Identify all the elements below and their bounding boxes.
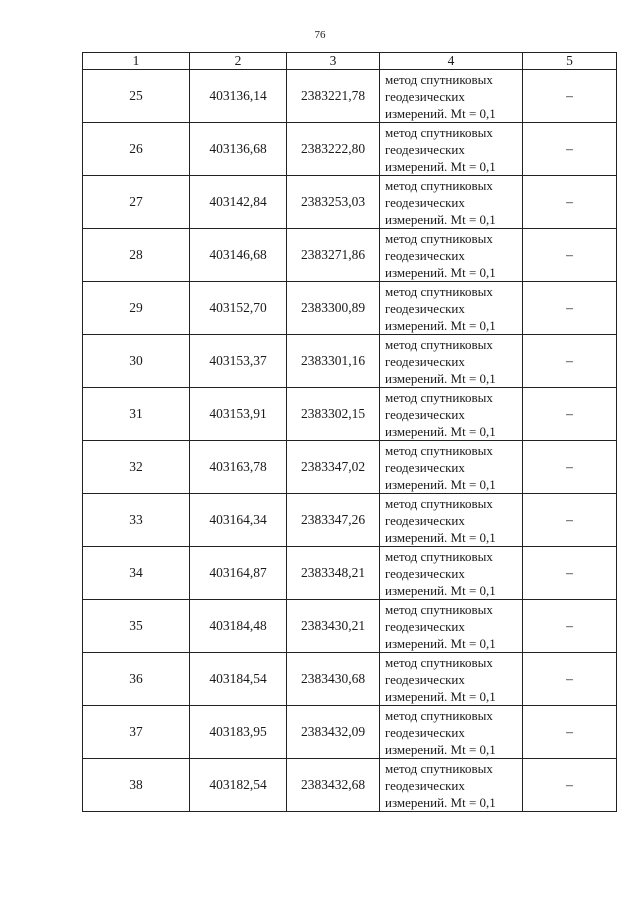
method-line: метод спутниковых [385, 336, 493, 352]
table-row [83, 388, 617, 441]
method-cell [380, 494, 523, 547]
table-row [83, 706, 617, 759]
x-coordinate-cell: 403153,37 [190, 335, 287, 388]
method-line: метод спутниковых [385, 389, 493, 405]
method-cell [380, 176, 523, 229]
note-cell: – [523, 123, 617, 176]
note-cell: – [523, 335, 617, 388]
method-line: геодезических [385, 88, 465, 104]
point-number-cell: 31 [83, 388, 190, 441]
x-coordinate-cell: 403164,87 [190, 547, 287, 600]
coordinates-table [82, 52, 617, 812]
method-line: геодезических [385, 671, 465, 687]
method-cell [380, 547, 523, 600]
x-coordinate-cell: 403152,70 [190, 282, 287, 335]
header-col-4: 4 [380, 53, 523, 70]
y-coordinate-cell: 2383432,09 [287, 706, 380, 759]
method-line: метод спутниковых [385, 654, 493, 670]
method-line: метод спутниковых [385, 601, 493, 617]
y-coordinate-cell: 2383300,89 [287, 282, 380, 335]
x-coordinate-cell: 403164,34 [190, 494, 287, 547]
note-cell: – [523, 282, 617, 335]
point-number-cell: 25 [83, 70, 190, 123]
point-number-cell: 38 [83, 759, 190, 812]
table-row [83, 282, 617, 335]
method-cell [380, 70, 523, 123]
table-row [83, 335, 617, 388]
point-number-cell: 35 [83, 600, 190, 653]
header-row [83, 53, 617, 70]
table-row [83, 759, 617, 812]
point-number-cell: 34 [83, 547, 190, 600]
method-line: метод спутниковых [385, 760, 493, 776]
method-line: измерений. Mt = 0,1 [385, 423, 496, 439]
header-col-3: 3 [287, 53, 380, 70]
method-line: измерений. Mt = 0,1 [385, 741, 496, 757]
y-coordinate-cell: 2383222,80 [287, 123, 380, 176]
method-line: метод спутниковых [385, 177, 493, 193]
method-line: измерений. Mt = 0,1 [385, 794, 496, 810]
method-line: геодезических [385, 618, 465, 634]
table-row [83, 123, 617, 176]
x-coordinate-cell: 403183,95 [190, 706, 287, 759]
method-line: геодезических [385, 724, 465, 740]
x-coordinate-cell: 403182,54 [190, 759, 287, 812]
x-coordinate-cell: 403136,68 [190, 123, 287, 176]
table-row [83, 70, 617, 123]
method-line: метод спутниковых [385, 442, 493, 458]
method-cell [380, 335, 523, 388]
note-cell: – [523, 706, 617, 759]
x-coordinate-cell: 403184,54 [190, 653, 287, 706]
header-col-2: 2 [190, 53, 287, 70]
x-coordinate-cell: 403146,68 [190, 229, 287, 282]
table-header [83, 53, 617, 70]
table-row [83, 494, 617, 547]
method-line: метод спутниковых [385, 230, 493, 246]
y-coordinate-cell: 2383348,21 [287, 547, 380, 600]
page-number: 76 [314, 29, 326, 41]
method-line: измерений. Mt = 0,1 [385, 317, 496, 333]
y-coordinate-cell: 2383347,02 [287, 441, 380, 494]
method-line: метод спутниковых [385, 124, 493, 140]
x-coordinate-cell: 403184,48 [190, 600, 287, 653]
header-col-5: 5 [523, 53, 617, 70]
method-line: геодезических [385, 512, 465, 528]
method-line: измерений. Mt = 0,1 [385, 105, 496, 121]
method-line: измерений. Mt = 0,1 [385, 264, 496, 280]
point-number-cell: 26 [83, 123, 190, 176]
method-line: геодезических [385, 300, 465, 316]
table-row [83, 653, 617, 706]
note-cell: – [523, 388, 617, 441]
table-row [83, 441, 617, 494]
y-coordinate-cell: 2383430,21 [287, 600, 380, 653]
note-cell: – [523, 600, 617, 653]
y-coordinate-cell: 2383221,78 [287, 70, 380, 123]
point-number-cell: 30 [83, 335, 190, 388]
method-cell [380, 282, 523, 335]
table-row [83, 229, 617, 282]
method-line: метод спутниковых [385, 283, 493, 299]
x-coordinate-cell: 403153,91 [190, 388, 287, 441]
note-cell: – [523, 441, 617, 494]
method-line: геодезических [385, 141, 465, 157]
y-coordinate-cell: 2383432,68 [287, 759, 380, 812]
y-coordinate-cell: 2383302,15 [287, 388, 380, 441]
method-line: измерений. Mt = 0,1 [385, 688, 496, 704]
method-cell [380, 123, 523, 176]
y-coordinate-cell: 2383301,16 [287, 335, 380, 388]
table-row [83, 176, 617, 229]
table-row [83, 600, 617, 653]
note-cell: – [523, 229, 617, 282]
point-number-cell: 33 [83, 494, 190, 547]
method-line: измерений. Mt = 0,1 [385, 211, 496, 227]
table-row [83, 547, 617, 600]
method-line: метод спутниковых [385, 71, 493, 87]
method-line: геодезических [385, 194, 465, 210]
method-line: геодезических [385, 247, 465, 263]
point-number-cell: 32 [83, 441, 190, 494]
method-line: метод спутниковых [385, 707, 493, 723]
method-line: измерений. Mt = 0,1 [385, 582, 496, 598]
method-line: измерений. Mt = 0,1 [385, 158, 496, 174]
point-number-cell: 29 [83, 282, 190, 335]
table-body [83, 70, 617, 812]
note-cell: – [523, 759, 617, 812]
method-line: геодезических [385, 353, 465, 369]
method-line: измерений. Mt = 0,1 [385, 476, 496, 492]
y-coordinate-cell: 2383271,86 [287, 229, 380, 282]
method-line: метод спутниковых [385, 495, 493, 511]
method-line: геодезических [385, 459, 465, 475]
method-line: измерений. Mt = 0,1 [385, 529, 496, 545]
point-number-cell: 36 [83, 653, 190, 706]
method-cell [380, 653, 523, 706]
method-line: метод спутниковых [385, 548, 493, 564]
method-line: измерений. Mt = 0,1 [385, 635, 496, 651]
note-cell: – [523, 653, 617, 706]
method-cell [380, 441, 523, 494]
method-cell [380, 759, 523, 812]
method-line: геодезических [385, 565, 465, 581]
point-number-cell: 28 [83, 229, 190, 282]
note-cell: – [523, 494, 617, 547]
header-col-1: 1 [83, 53, 190, 70]
x-coordinate-cell: 403163,78 [190, 441, 287, 494]
point-number-cell: 27 [83, 176, 190, 229]
point-number-cell: 37 [83, 706, 190, 759]
note-cell: – [523, 70, 617, 123]
method-line: геодезических [385, 406, 465, 422]
method-cell [380, 600, 523, 653]
method-line: геодезических [385, 777, 465, 793]
y-coordinate-cell: 2383253,03 [287, 176, 380, 229]
note-cell: – [523, 547, 617, 600]
method-cell [380, 388, 523, 441]
y-coordinate-cell: 2383430,68 [287, 653, 380, 706]
method-cell [380, 706, 523, 759]
method-line: измерений. Mt = 0,1 [385, 370, 496, 386]
note-cell: – [523, 176, 617, 229]
x-coordinate-cell: 403142,84 [190, 176, 287, 229]
method-cell [380, 229, 523, 282]
y-coordinate-cell: 2383347,26 [287, 494, 380, 547]
x-coordinate-cell: 403136,14 [190, 70, 287, 123]
